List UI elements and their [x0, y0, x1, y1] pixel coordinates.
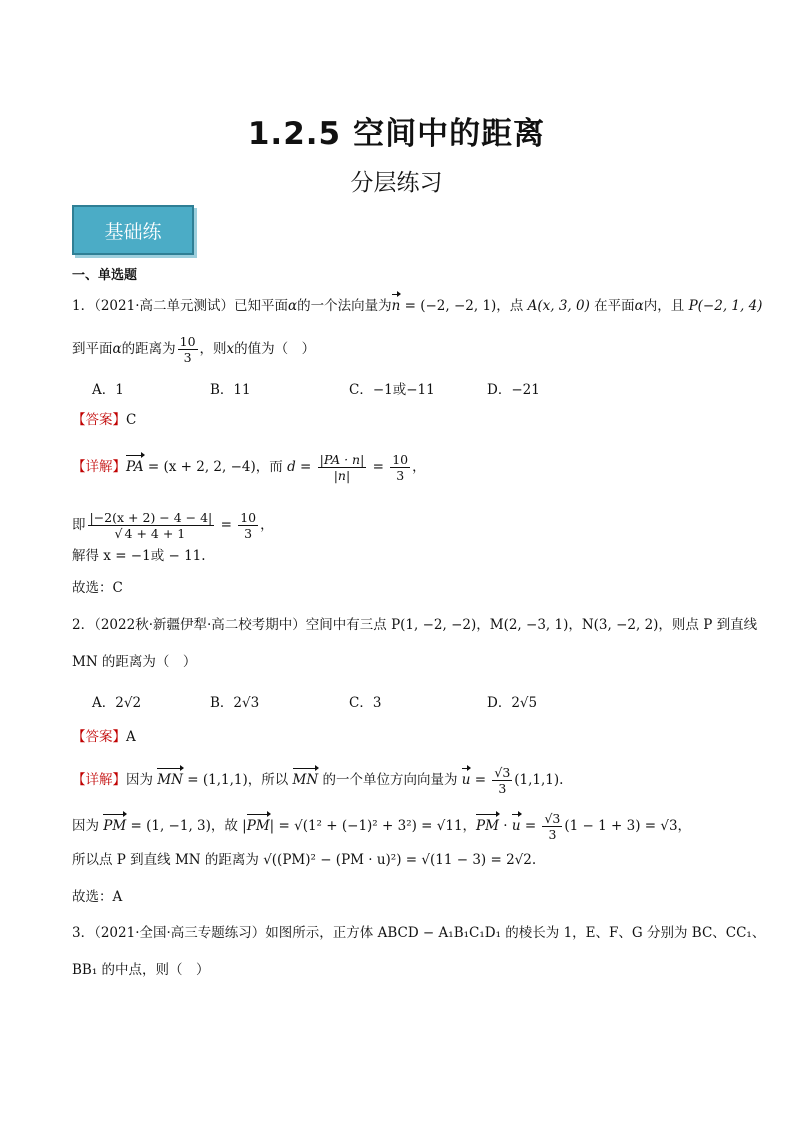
- q1-detail-line1: 【详解】PA = (x + 2, 2, −4)，而 d = $\frac{|PA \cdot n|}{|n|}$ = $\frac{10}{3}$ ，: [72, 452, 426, 483]
- title-number: 1.2.5: [247, 116, 342, 152]
- q3-stem-line1: 3．（2021·全国·高三专题练习）如图所示，正方体 ABCD − A₁B₁C₁D₁ 的棱长为 1，E、F、G 分别为 BC、CC₁、: [72, 925, 766, 941]
- q1-detail-line3: 解得 x = −1或 − 11.: [72, 548, 206, 564]
- q1-stem-line2: 到平面α的距离为 $\frac{10}{3}$ ，则x的值为（ ）: [72, 334, 316, 365]
- q2-choice: 故选：A: [72, 889, 123, 905]
- q2-option-a: A．2√2: [92, 695, 142, 711]
- vector-n: n: [391, 298, 401, 314]
- q1-option-c: C．−1或−11: [349, 382, 435, 398]
- distance-fraction: $\frac{|PA \cdot n|}{|n|}$: [319, 452, 365, 483]
- q2-option-d: D．2√5: [487, 695, 538, 711]
- q2-option-c: C．3: [349, 695, 382, 711]
- page-subtitle: 分层练习: [350, 170, 443, 196]
- q1-option-d: D．−21: [487, 382, 540, 398]
- q1-detail-line2: 即 $\frac{|-2(x + 2) - 4 - 4|}{√ 4 + 4 + 1}$ = $\frac{10}{3}$ ，: [72, 510, 274, 541]
- q1-choice: 故选：C: [72, 580, 123, 596]
- q2-detail-line3: 所以点 P 到直线 MN 的距离为 √((PM)² − (PM · u)²) = √(11 − 3) = 2√2.: [72, 852, 537, 868]
- q1-option-a: A．1: [92, 382, 124, 398]
- level-badge: [72, 205, 194, 255]
- q3-stem-line2: BB₁ 的中点，则（ ）: [72, 962, 210, 978]
- q2-answer: 【答案】A: [72, 729, 136, 745]
- q1-answer: 【答案】C: [72, 412, 137, 428]
- q1-stem-line1: 1．（2021·高二单元测试）已知平面α的一个法向量为n = (−2, −2, 1)，点 A(x, 3, 0) 在平面α内，且 P(−2, 1, 4): [72, 298, 763, 314]
- fraction: $\frac{10}{3}$: [179, 334, 196, 365]
- q2-option-b: B．2√3: [210, 695, 260, 711]
- q1-option-b: B．11: [210, 382, 251, 398]
- q2-stem-line1: 2．（2022秋·新疆伊犁·高二校考期中）空间中有三点 P(1, −2, −2)，M(2, −3, 1)，N(3, −2, 2)，则点 P 到直线: [72, 617, 758, 633]
- q2-stem-line2: MN 的距离为（ ）: [72, 654, 197, 670]
- answer-label: 【答案】: [72, 412, 126, 428]
- section-heading: 一、单选题: [72, 268, 138, 283]
- q2-detail-line1: 【详解】因为 MN = (1,1,1)，所以 MN 的一个单位方向向量为 u = $\frac{√3}{3}$ (1,1,1).: [72, 765, 564, 796]
- level-label: 基础练: [104, 220, 162, 243]
- page-title: [0, 108, 793, 153]
- q2-detail-line2: 因为 PM = (1, −1, 3)，故 |PM| = √(1² + (−1)² + 3²) = √11，PM · u = $\frac{√3}{3}$ (1 − 1 + 3) = √3，: [72, 811, 692, 842]
- detail-label: 【详解】: [72, 459, 126, 475]
- title-text: 空间中的距离: [353, 116, 546, 152]
